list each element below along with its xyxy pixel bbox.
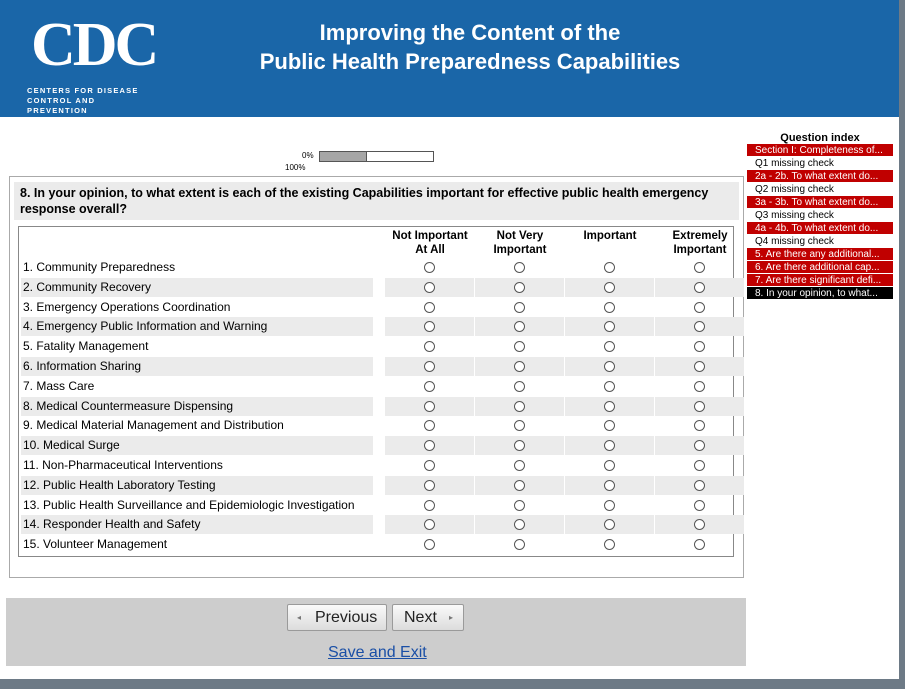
- rating-cell: [385, 416, 474, 435]
- row-label: 4. Emergency Public Information and Warning: [23, 319, 268, 334]
- rating-radio[interactable]: [424, 460, 435, 471]
- rating-cell: [655, 436, 744, 455]
- rating-radio[interactable]: [604, 302, 615, 313]
- cdc-logo-subtitle: [27, 86, 157, 116]
- rating-cell: [655, 535, 744, 554]
- rating-cell: [565, 357, 654, 376]
- cdc-logo-mark: CDC: [31, 11, 157, 79]
- row-label: 6. Information Sharing: [23, 359, 142, 373]
- progress-start-label: 0%: [302, 151, 314, 160]
- rating-radio[interactable]: [424, 519, 435, 530]
- rating-cell: [655, 298, 744, 317]
- rating-radio[interactable]: [604, 440, 615, 451]
- rating-radio[interactable]: [604, 401, 615, 412]
- rating-radio[interactable]: [694, 341, 705, 352]
- rating-radio[interactable]: [424, 420, 435, 431]
- row-label: 11. Non-Pharmaceutical Interventions: [23, 458, 223, 472]
- grid-row: [21, 436, 731, 456]
- rating-cell: [475, 456, 564, 475]
- rating-cell: [655, 496, 744, 515]
- progress-end-label: 100%: [285, 163, 306, 172]
- grid-row: [21, 258, 731, 278]
- progress-bar-fill: [320, 152, 367, 161]
- rating-radio[interactable]: [604, 480, 615, 491]
- rating-cell: [385, 397, 474, 416]
- rating-radio[interactable]: [514, 321, 525, 332]
- rating-radio[interactable]: [604, 381, 615, 392]
- grid-row: [21, 456, 731, 476]
- rating-radio[interactable]: [694, 302, 705, 313]
- rating-radio[interactable]: [424, 539, 435, 550]
- chevron-right-icon: ▸: [449, 613, 454, 622]
- rating-radio[interactable]: [694, 321, 705, 332]
- rating-radio[interactable]: [514, 539, 525, 550]
- rating-cell: [655, 456, 744, 475]
- rating-cell: [475, 416, 564, 435]
- cdc-logo-subtitle-line2: CONTROL AND PREVENTION: [27, 96, 96, 115]
- rating-cell: [475, 337, 564, 356]
- rating-cell: [475, 377, 564, 396]
- rating-radio[interactable]: [604, 341, 615, 352]
- rating-cell: [565, 317, 654, 336]
- rating-radio[interactable]: [424, 440, 435, 451]
- rating-cell: [655, 317, 744, 336]
- rating-radio[interactable]: [424, 321, 435, 332]
- rating-radio[interactable]: [424, 262, 435, 273]
- rating-radio[interactable]: [424, 500, 435, 511]
- rating-cell: [565, 298, 654, 317]
- rating-cell: [385, 337, 474, 356]
- rating-radio[interactable]: [514, 401, 525, 412]
- rating-radio[interactable]: [424, 302, 435, 313]
- rating-radio[interactable]: [694, 500, 705, 511]
- grid-row: [21, 357, 731, 377]
- rating-cell: [475, 476, 564, 495]
- rating-cell: [385, 436, 474, 455]
- question-index-item[interactable]: Section I: Completeness of...: [747, 144, 893, 157]
- row-label: 5. Fatality Management: [23, 339, 149, 354]
- row-label: 2. Community Recovery: [23, 279, 152, 294]
- column-header: Important: [583, 230, 637, 242]
- rating-radio[interactable]: [424, 480, 435, 491]
- grid-row: [21, 515, 731, 535]
- rating-cell: [565, 377, 654, 396]
- row-label: 10. Medical Surge: [23, 438, 120, 453]
- question-index-item[interactable]: 5. Are there any additional...: [747, 248, 893, 261]
- rating-cell: [475, 535, 564, 554]
- grid-row: [21, 476, 731, 496]
- rating-radio[interactable]: [604, 361, 615, 372]
- rating-cell: [475, 357, 564, 376]
- rating-radio[interactable]: [604, 262, 615, 273]
- question-index: [747, 128, 893, 300]
- rating-radio[interactable]: [604, 321, 615, 332]
- rating-cell: [385, 535, 474, 554]
- rating-cell: [655, 416, 744, 435]
- rating-cell: [565, 456, 654, 475]
- rating-radio[interactable]: [514, 519, 525, 530]
- rating-radio[interactable]: [694, 420, 705, 431]
- grid-row: [21, 298, 731, 318]
- previous-button[interactable]: [287, 604, 387, 631]
- rating-grid-header: [19, 229, 733, 259]
- rating-cell: [655, 397, 744, 416]
- grid-row: [21, 377, 731, 397]
- rating-cell: [565, 436, 654, 455]
- grid-row: [21, 397, 731, 417]
- rating-radio[interactable]: [694, 381, 705, 392]
- column-header: Not Important At All: [392, 230, 468, 256]
- rating-cell: [475, 515, 564, 534]
- page-header: [0, 0, 899, 117]
- rating-radio[interactable]: [694, 539, 705, 550]
- rating-radio[interactable]: [514, 361, 525, 372]
- rating-grid: [18, 226, 734, 557]
- rating-radio[interactable]: [694, 401, 705, 412]
- rating-cell: [475, 317, 564, 336]
- cdc-logo: [27, 7, 157, 115]
- question-index-item[interactable]: 7. Are there significant defi...: [747, 274, 893, 287]
- question-index-item[interactable]: Q3 missing check: [747, 209, 893, 222]
- question-index-title: Question index: [780, 132, 860, 144]
- rating-cell: [565, 496, 654, 515]
- grid-row: [21, 416, 731, 436]
- rating-cell: [385, 357, 474, 376]
- row-label: 8. Medical Countermeasure Dispensing: [23, 398, 234, 413]
- rating-cell: [655, 278, 744, 297]
- rating-radio[interactable]: [694, 440, 705, 451]
- rating-radio[interactable]: [424, 361, 435, 372]
- save-and-exit-link[interactable]: Save and Exit: [328, 644, 427, 661]
- rating-radio[interactable]: [514, 500, 525, 511]
- rating-cell: [655, 515, 744, 534]
- rating-radio[interactable]: [514, 440, 525, 451]
- rating-cell: [475, 298, 564, 317]
- rating-radio[interactable]: [514, 381, 525, 392]
- row-label: 14. Responder Health and Safety: [23, 517, 201, 532]
- question-index-item[interactable]: Q1 missing check: [747, 157, 893, 170]
- rating-cell: [655, 476, 744, 495]
- grid-row: [21, 337, 731, 357]
- question-index-item[interactable]: 2a - 2b. To what extent do...: [747, 170, 893, 183]
- grid-row: [21, 317, 731, 337]
- rating-radio[interactable]: [514, 302, 525, 313]
- question-panel: [9, 176, 744, 578]
- grid-row: [21, 496, 731, 516]
- question-text: 8. In your opinion, to what extent is each of the existing Capabilities important for effective public health emergency response overall?: [14, 182, 739, 220]
- rating-cell: [565, 476, 654, 495]
- rating-radio[interactable]: [424, 282, 435, 293]
- progress-bar: [319, 151, 434, 162]
- rating-cell: [655, 377, 744, 396]
- rating-radio[interactable]: [694, 480, 705, 491]
- rating-cell: [385, 456, 474, 475]
- rating-cell: [475, 278, 564, 297]
- rating-radio[interactable]: [424, 341, 435, 352]
- column-header: Not Very Important: [493, 230, 547, 256]
- rating-radio[interactable]: [424, 381, 435, 392]
- rating-radio[interactable]: [694, 262, 705, 273]
- rating-radio[interactable]: [514, 282, 525, 293]
- rating-radio[interactable]: [604, 460, 615, 471]
- next-button[interactable]: [392, 604, 464, 631]
- rating-cell: [655, 357, 744, 376]
- rating-cell: [385, 496, 474, 515]
- rating-cell: [655, 337, 744, 356]
- question-index-item[interactable]: 8. In your opinion, to what...: [747, 287, 893, 300]
- survey-title-line1: Improving the Content of the: [319, 20, 621, 45]
- rating-cell: [475, 436, 564, 455]
- rating-cell: [385, 515, 474, 534]
- rating-radio[interactable]: [514, 341, 525, 352]
- rating-cell: [385, 377, 474, 396]
- previous-button-label: Previous: [315, 609, 378, 626]
- question-index-item[interactable]: Q2 missing check: [747, 183, 893, 196]
- rating-cell: [475, 258, 564, 277]
- rating-cell: [655, 258, 744, 277]
- rating-cell: [565, 515, 654, 534]
- rating-radio[interactable]: [694, 282, 705, 293]
- question-index-item[interactable]: 4a - 4b. To what extent do...: [747, 222, 893, 235]
- rating-cell: [385, 476, 474, 495]
- rating-radio[interactable]: [604, 420, 615, 431]
- rating-cell: [385, 317, 474, 336]
- row-label: 1. Community Preparedness: [23, 260, 176, 274]
- progress-indicator: [250, 150, 440, 174]
- rating-radio[interactable]: [604, 282, 615, 293]
- rating-radio[interactable]: [424, 401, 435, 412]
- rating-cell: [385, 258, 474, 277]
- rating-radio[interactable]: [604, 519, 615, 530]
- rating-radio[interactable]: [604, 539, 615, 550]
- rating-cell: [475, 397, 564, 416]
- survey-title-line2: Public Health Preparedness Capabilities: [259, 49, 681, 74]
- row-label: 13. Public Health Surveillance and Epidemiologic Investigation: [23, 497, 355, 512]
- rating-radio[interactable]: [514, 460, 525, 471]
- rating-cell: [565, 416, 654, 435]
- rating-radio[interactable]: [514, 262, 525, 273]
- row-label: 12. Public Health Laboratory Testing: [23, 477, 216, 492]
- rating-cell: [385, 298, 474, 317]
- survey-title: [200, 18, 740, 76]
- column-header: Extremely Important: [672, 230, 728, 256]
- rating-cell: [565, 535, 654, 554]
- rating-cell: [565, 337, 654, 356]
- question-index-item[interactable]: 6. Are there additional cap...: [747, 261, 893, 274]
- grid-row: [21, 278, 731, 298]
- rating-radio[interactable]: [694, 519, 705, 530]
- rating-cell: [385, 278, 474, 297]
- rating-radio[interactable]: [514, 480, 525, 491]
- next-button-label: Next: [404, 609, 437, 626]
- question-index-item[interactable]: 3a - 3b. To what extent do...: [747, 196, 893, 209]
- row-label: 3. Emergency Operations Coordination: [23, 299, 231, 314]
- cdc-logo-subtitle-line1: CENTERS FOR DISEASE: [27, 86, 139, 95]
- row-label: 15. Volunteer Management: [23, 537, 168, 552]
- question-index-item[interactable]: Q4 missing check: [747, 235, 893, 248]
- rating-cell: [565, 258, 654, 277]
- navigation-bar: [6, 598, 746, 666]
- grid-row: [21, 535, 731, 555]
- rating-cell: [565, 397, 654, 416]
- rating-radio[interactable]: [604, 500, 615, 511]
- row-label: 9. Medical Material Management and Distribution: [23, 418, 284, 433]
- rating-cell: [475, 496, 564, 515]
- rating-radio[interactable]: [694, 460, 705, 471]
- row-label: 7. Mass Care: [23, 378, 95, 393]
- rating-radio[interactable]: [694, 361, 705, 372]
- rating-cell: [565, 278, 654, 297]
- rating-radio[interactable]: [514, 420, 525, 431]
- chevron-left-icon: ◂: [297, 613, 302, 622]
